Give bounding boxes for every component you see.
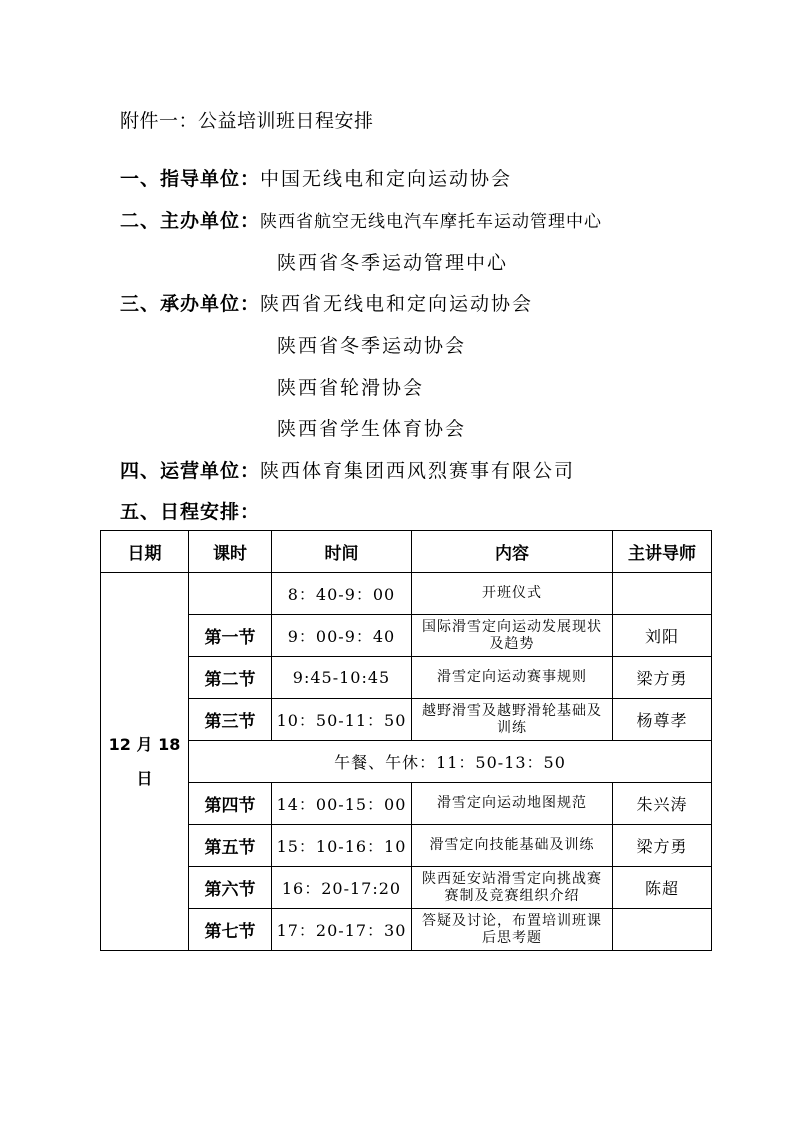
section-operator xyxy=(120,456,575,483)
table-row xyxy=(101,615,712,657)
guidance-value: 中国无线电和定向运动协会 xyxy=(260,168,513,190)
session-cell: 第六节 xyxy=(189,867,272,909)
section-organizer xyxy=(120,289,533,316)
content-cell: 陕西延安站滑雪定向挑战赛赛制及竞赛组织介绍 xyxy=(412,867,613,909)
session-cell: 第三节 xyxy=(189,699,272,741)
lecturer-cell: 梁方勇 xyxy=(613,657,712,699)
section-schedule xyxy=(120,497,260,524)
guidance-label: 一、指导单位： xyxy=(120,168,261,190)
lecturer-cell: 杨尊孝 xyxy=(613,699,712,741)
time-cell: 16：20-17:20 xyxy=(272,867,412,909)
table-row xyxy=(101,825,712,867)
session-cell: 第五节 xyxy=(189,825,272,867)
section-host xyxy=(120,206,602,233)
time-cell: 10：50-11：50 xyxy=(272,699,412,741)
header-lecturer: 主讲导师 xyxy=(613,531,712,573)
session-cell: 第一节 xyxy=(189,615,272,657)
time-cell: 9:45-10:45 xyxy=(272,657,412,699)
session-cell: 第七节 xyxy=(189,909,272,951)
session-cell: 第二节 xyxy=(189,657,272,699)
lecturer-cell: 梁方勇 xyxy=(613,825,712,867)
date-line-2: 日 xyxy=(136,768,153,788)
date-cell xyxy=(101,573,189,951)
time-cell: 9：00-9：40 xyxy=(272,615,412,657)
table-header-row xyxy=(101,531,712,573)
lecturer-cell: 刘阳 xyxy=(613,615,712,657)
time-cell: 14：00-15：00 xyxy=(272,783,412,825)
header-date: 日期 xyxy=(101,531,189,573)
organizer-label: 三、承办单位： xyxy=(120,293,261,315)
time-cell: 8：40-9：00 xyxy=(272,573,412,615)
break-row xyxy=(101,741,712,783)
header-content: 内容 xyxy=(412,531,613,573)
schedule-table xyxy=(100,530,712,951)
content-cell: 越野滑雪及越野滑轮基础及训练 xyxy=(412,699,613,741)
lecturer-cell xyxy=(613,573,712,615)
lecturer-cell: 朱兴涛 xyxy=(613,783,712,825)
content-cell: 开班仪式 xyxy=(412,573,613,615)
content-cell: 国际滑雪定向运动发展现状及趋势 xyxy=(412,615,613,657)
content-cell: 滑雪定向技能基础及训练 xyxy=(412,825,613,867)
header-time: 时间 xyxy=(272,531,412,573)
organizer-value: 陕西省无线电和定向运动协会 xyxy=(260,293,534,315)
time-cell: 17：20-17：30 xyxy=(272,909,412,951)
content-cell: 滑雪定向运动地图规范 xyxy=(412,783,613,825)
operator-label: 四、运营单位： xyxy=(120,460,261,482)
page-title: 附件一：公益培训班日程安排 xyxy=(120,110,374,132)
organizer-value: 陕西省学生体育协会 xyxy=(277,418,467,440)
lecturer-cell: 陈超 xyxy=(613,867,712,909)
session-cell xyxy=(189,573,272,615)
header-session: 课时 xyxy=(189,531,272,573)
schedule-label: 五、日程安排： xyxy=(120,501,261,523)
host-value: 陕西省冬季运动管理中心 xyxy=(277,252,509,274)
table-row xyxy=(101,657,712,699)
host-value: 陕西省航空无线电汽车摩托车运动管理中心 xyxy=(260,212,603,232)
organizer-value: 陕西省冬季运动协会 xyxy=(277,335,467,357)
organizer-value: 陕西省轮滑协会 xyxy=(277,377,425,399)
table-row xyxy=(101,783,712,825)
lunch-break-cell: 午餐、午休：11：50-13：50 xyxy=(189,741,712,783)
lecturer-cell xyxy=(613,909,712,951)
section-guidance xyxy=(120,164,512,191)
table-row xyxy=(101,909,712,951)
table-row xyxy=(101,573,712,615)
session-cell: 第四节 xyxy=(189,783,272,825)
table-row xyxy=(101,699,712,741)
table-row xyxy=(101,867,712,909)
date-line-1: 12 月 18 xyxy=(108,734,181,754)
operator-value: 陕西体育集团西风烈赛事有限公司 xyxy=(260,460,576,482)
time-cell: 15：10-16：10 xyxy=(272,825,412,867)
host-label: 二、主办单位： xyxy=(120,210,261,232)
content-cell: 滑雪定向运动赛事规则 xyxy=(412,657,613,699)
content-cell: 答疑及讨论，布置培训班课后思考题 xyxy=(412,909,613,951)
